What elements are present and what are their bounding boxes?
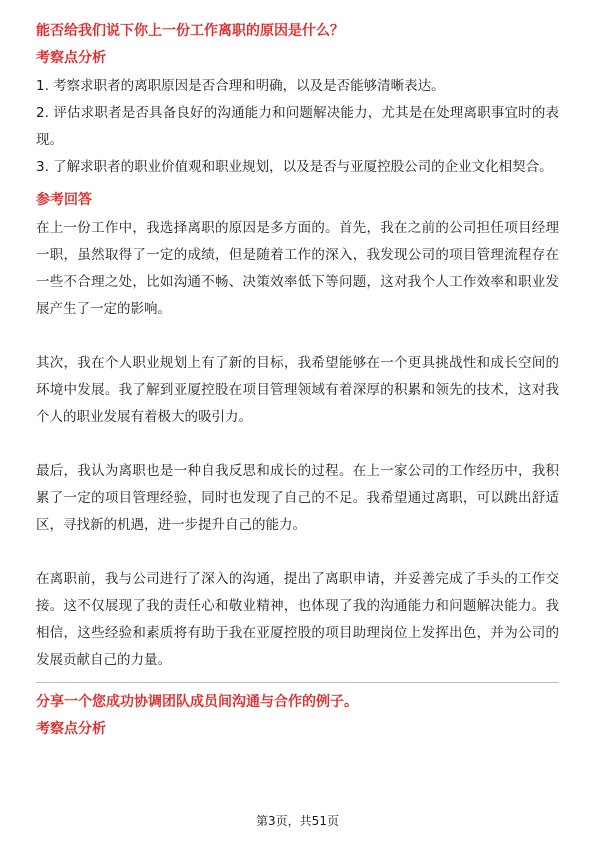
page-footer: 第3页，共51页 [256, 814, 339, 828]
question-2: 分享一个您成功协调团队成员间沟通与合作的例子。 [36, 694, 358, 710]
answer-paragraph-3: 最后，我认为离职也是一种自我反思和成长的过程。在上一家公司的工作经历中，我积累了一定的项目管理经验，同时也发现了自己的不足。我希望通过离职，可以跳出舒适区，寻找新的机遇，进一步提升自己的能力。 [36, 463, 559, 533]
analysis-item-1: 1. 考察求职者的离职原因是否合理和明确，以及是否能够清晰表达。 [36, 78, 445, 94]
document-page [36, 20, 559, 744]
analysis-item-3: 3. 了解求职者的职业价值观和职业规划，以及是否与亚厦控股公司的企业文化相契合。 [36, 159, 553, 175]
answer-paragraph-2: 其次，我在个人职业规划上有了新的目标，我希望能够在一个更具挑战性和成长空间的环境中发展。我了解到亚厦控股在项目管理领域有着深厚的积累和领先的技术，这对我个人的职业发展有着极大的吸引力。 [36, 355, 559, 425]
answer-body [36, 215, 559, 674]
analysis-title-2: 考察点分析 [36, 721, 106, 737]
answer-paragraph-4: 在离职前，我与公司进行了深入的沟通，提出了离职申请，并妥善完成了手头的工作交接。这不仅展现了我的责任心和敬业精神，也体现了我的沟通能力和问题解决能力。我相信，这些经验和素质将有助于我在亚厦控股的项目助理岗位上发挥出色，并为公司的发展贡献自己的力量。 [36, 571, 559, 668]
answer-paragraph-1: 在上一份工作中，我选择离职的原因是多方面的。首先，我在之前的公司担任项目经理一职，虽然取得了一定的成绩，但是随着工作的深入，我发现公司的项目管理流程存在一些不合理之处，比如沟通不畅、决策效率低下等问题，这对我个人工作效率和职业发展产生了一定的影响。 [36, 220, 559, 317]
question-1: 能否给我们说下你上一份工作离职的原因是什么？ [36, 23, 344, 39]
analysis-item-2: 2. 评估求职者是否具备良好的沟通能力和问题解决能力，尤其是在处理离职事宜时的表现。 [36, 105, 559, 148]
analysis-title: 考察点分析 [36, 50, 106, 66]
analysis-list [36, 73, 559, 181]
answer-title: 参考回答 [36, 192, 92, 208]
section-divider [36, 682, 559, 683]
